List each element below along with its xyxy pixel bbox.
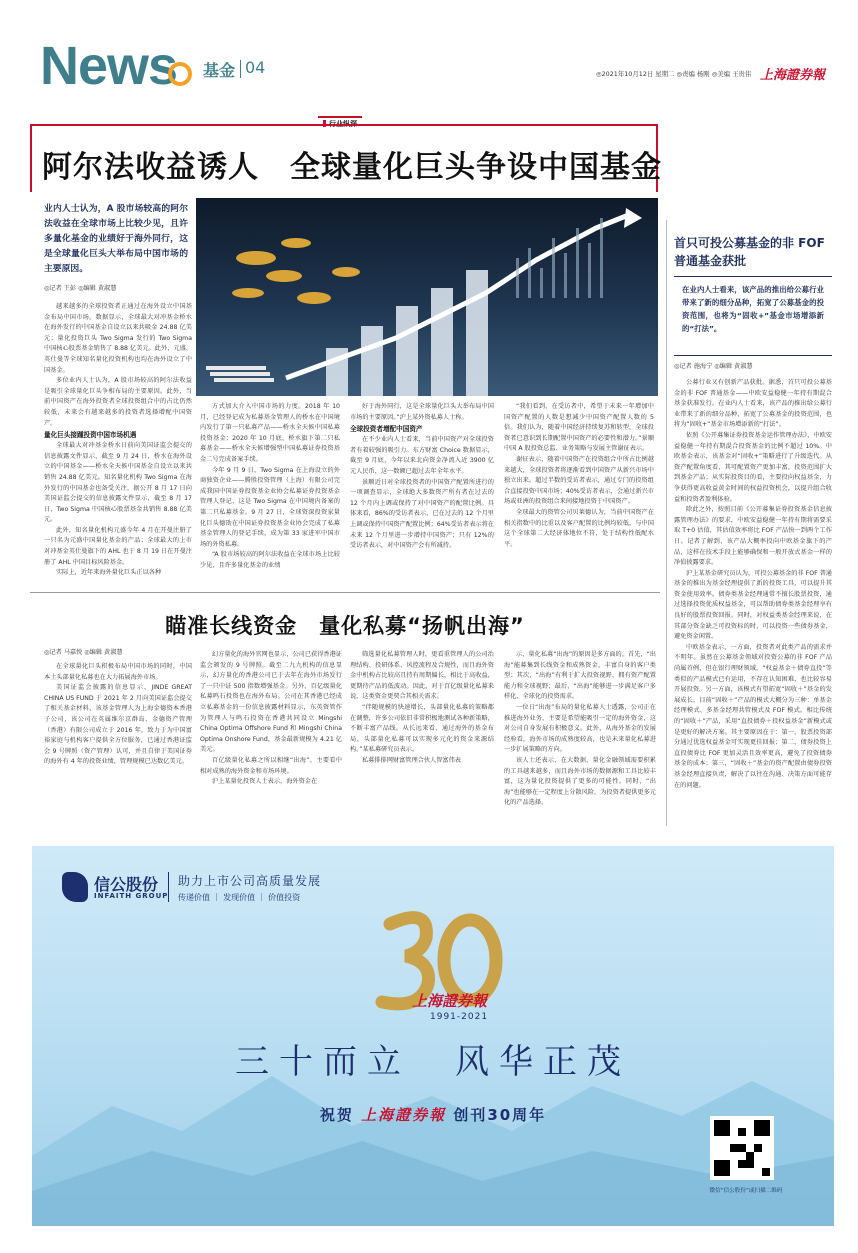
logo-bubble-icon — [168, 62, 192, 86]
paragraph: 百亿级量化私募之所以相继“出海”，主要看中相对成熟的海外资金和市场环境。 — [200, 756, 342, 775]
side-summary-box — [674, 276, 832, 356]
column-divider — [666, 220, 667, 826]
paragraph: 筛选量化私募管理人时，更看重管理人的公司治理结构、投研体系、风控流程及合规性，而且海外资金中机构占比较高且持有周期偏长，相比于高收益，更期待产品的低波动。因此，对于百亿级量化私募来说，这类资金更契合其相关需求。 — [350, 651, 494, 701]
second-col2 — [200, 650, 342, 838]
lead-photo — [196, 198, 658, 396]
infaith-logo-cn: 信公股份 — [94, 875, 159, 894]
subhead: 量化巨头接踵投资中国市场机遇 — [44, 431, 137, 440]
lead-summary: 业内人士认为，A 股市场较高的阿尔法收益在全球市场上比较少见，且许多量化基金的业绩好于海外同行，这是全球量化巨头大举布局中国市场的主要原因。 — [44, 204, 188, 274]
lead-byline: ◎记者 王彭 ◎编辑 黄淑慧 — [44, 285, 117, 292]
paragraph: “我们看到，在受访者中，希望于未来一年增加中国资产配置的人数是想减少中国资产配置人数的 5 倍。我们认为，随着中国经济持续复苏和转型，全球投资者已意识到长期配置中国资产的必要性和潜力。”景顺中国 A 股投资总监、业务策略与发展主管谢征表示。 — [504, 403, 654, 453]
paragraph: 除此之外，按照目前《公开募集证券投资基金信息披露管理办法》的要求，中欧安益稳健一年持有期将需要采取 T+0 估值，其估值效率将比 FOF 产品快一到两个工作日。记者了解到，该产品大概率投向中欧基金旗下的产品，这样在技术手段上能够确保和一般开放式基金一样的净值披露要求。 — [674, 506, 832, 567]
masthead — [0, 0, 858, 118]
second-col1 — [44, 662, 192, 838]
paragraph: 一位日“出海”布局的量化私募人士透露，公司正在推进海外业务，主要是希望能吸引一定的海外资金，这对公司自身发展有积极意义。此外，从海外基金的发展经验看，海外市场的成熟度较高，也是未来量化私募进一步扩展策略的方向。 — [504, 703, 656, 754]
congrats-prefix: 祝贺 — [319, 1106, 354, 1124]
anniversary-ad — [32, 846, 834, 1226]
paragraph: 幻方量化的海外官网也显示，公司已获得香港证监会颁发的 9 号牌照。截至二九九机构的信息显示，幻方量化的香港公司已于去年在海外市场发行了一只中证 500 指数增强基金。另外，百亿级量化私募鸣石投资也在海外布局。公司在其香港已经成立私募基金的一份信息披露材料显示，东英资管作为管理人与鸣石投资在香港共同设立 Mingshi China Optima Offshore Fund 和 Mingshi China Optima Onshore Fund，基金最新规模为 4.21 亿美元。 — [200, 651, 342, 754]
lead-headline: 阿尔法收益诱人 全球量化巨头争设中国基金 — [42, 150, 662, 185]
second-col3 — [350, 650, 494, 838]
coins-chart-illustration — [196, 198, 658, 396]
infaith-logo-en: INFAITH GROUP — [94, 892, 169, 900]
qr-caption: 微信“信公股份”或扫描二维码 — [709, 1188, 783, 1194]
ad-big-title: 三十而立 风华正茂 — [235, 1042, 631, 1082]
ad-slogan: 助力上市公司高质量发展 — [178, 874, 322, 888]
ad-divider — [168, 872, 169, 902]
paragraph: 方式加大介入中国市场的力度。2018 年 10 月，已经登记成为私募基金管理人的桥水在中国境内发行了第一只私募产品——桥水全天候中国私募投资基金；2020 年 10 月底，桥水旗下第二只私募基金——桥水全天候增强型中国私募证券投资基金二号完成备案手续。 — [200, 403, 340, 463]
side-headline: 首只可投公募基金的非 FOF 普通基金获批 — [674, 236, 825, 268]
paragraph: 沪上某量化投资人士表示，海外资金在 — [212, 778, 318, 786]
paragraph: 美国证监会披露的信息显示，JINDE GREAT CHINA US FUND 于 2021 年 2 月向美国证监会提交了相关基金材料，该基金管理人为上海金德资本香港子公司，该公司在英属维尔京群岛、金德资产管理（香港）有限公司成立于 2016 年，致力于为中国富裕家庭与机构客户提供全方位服务，已通过香港证监会 9 号牌照（资产管理）认可，并且自律于美国证券的海外有 4 年的投资业绩，管理规模已达数亿美元。 — [44, 684, 192, 766]
paper-name: 上海證券報 — [760, 68, 826, 83]
paragraph: 景顺近日对全球投资者的中国资产配置所进行的一项调查显示，全球绝大多数资产所有者在过去的 12 个月内上调或保持了对中国资产的配置比例。具体来看，86%的受访者表示，已在过去的 12 个月里上调或保持中国资产配置比例；64%受访者表示将在未来 12 个月里进一步增持中国资产；只有 12%的受访者表示，对中国资产会有所减持。 — [350, 478, 494, 550]
paragraph: 私募排排网财富管理合伙人智富伟表 — [362, 756, 461, 764]
section-divider — [240, 60, 241, 78]
paragraph: 多位业内人士认为，A 股市场较高的阿尔法收益是吸引全球量化巨头争相布局的主要原因。此外，当前中国资产在海外投资者全球投资组合中的占比仍然较低，未来会有越来越多的投资者选择增配中国资产。 — [44, 377, 192, 427]
second-col4 — [504, 650, 656, 838]
side-article — [674, 220, 834, 826]
paragraph: 谢征表示，随着中国资产在投资组合中所占比例越来越大，全球投资者将逐渐看到中国资产从新兴市场中独立出来。超过半数的受访者表示，通过专门的投资组合直接投资中国市场；40%受访者表示，会通过新兴市场或亚洲的投资组合来间接地投资于中国资产。 — [504, 455, 654, 506]
article-divider — [30, 592, 660, 593]
paragraph: 在全球量化巨头积极布局中国市场的同时，中国本土头部量化私募也在大力拓展海外市场。 — [44, 663, 192, 681]
lead-col3 — [350, 402, 494, 596]
second-byline: ◎记者 马嘉悦 ◎编辑 黄淑慧 — [44, 649, 123, 656]
paragraph: 今年 9 月 9 日，Two Sigma 在上海设立的外商独资企业——腾胜投资管理（上海）有限公司完成我国中国证券投资基金业协会私募证券投资基金管理人登记，这是 Two Sigma 在中国境内备案的第二只私募基金。9 月 27 日，全球资深投资家量化巨头德劭在中国证券投资基金业协会完成了私募基金管理人的登记手续，成为第 33 家进军中国市场的外资私募。 — [200, 466, 340, 548]
news-logo — [40, 36, 177, 96]
side-byline: ◎记者 施海宁 ◎编辑 黄淑慧 — [674, 363, 753, 370]
infaith-logo-icon — [62, 872, 88, 902]
emblem-paper-name: 上海證券報 — [412, 992, 488, 1010]
page-number: 04 — [245, 58, 266, 77]
news-logo-text: News — [40, 36, 178, 96]
section-label: 基金 — [203, 61, 236, 80]
paragraph: 在不少业内人士看来，当前中国资产对全球投资者有着较强的吸引力。东方财富 Choice 数据显示，截至 9 月底，今年以来北向资金净流入近 3900 亿元人民币，这一数额已超过去年全年水平。 — [350, 436, 494, 475]
second-article — [30, 592, 660, 842]
paragraph: 该人士还表示，在大数据、量化金融领域需要积累的工具越来越多，而且海外市场的数据源和工具比较丰富，这为量化投资提供了更多的可能性。同时，“出海”也能够在一定程度上分散风险，为投资者提供更多元化的产品选择。 — [504, 756, 656, 807]
congrats-suffix: 创刊30周年 — [453, 1106, 547, 1124]
paragraph: 沪上某基金研究员认为，可投公募基金的非 FOF 普通基金的推出为基金经理提供了新的投资工具，可以提升其资金使用效率。债券类基金经理通常不擅长股票投资，通过选择投资优质权益基金，可以帮助债券类基金经理享有良好的股票投资回报。同时，对权益类基金经理来说，在其部分资金缺乏可投资标的时，可以投资一些债券基金，避免资金闲置。 — [674, 569, 832, 641]
paragraph: 中欧基金表示，一方面，投资者对此类产品的需求并不明年。虽然在公募基金领域对投资公募的非 FOF 产品尚属首例，但在银行理财领域，“权益基金＋债券直投”等类似的产品模式已有运用，不存在认知困难，也比较容易开展投资。另一方面，该模式有望拓宽“固收＋”基金的发展成长。目前“固收＋”产品的模式大概分为三种：单基金经理模式、多基金经理共管模式及 FOF 模式。相比传统的“固收＋”产品，采用“直投债券＋投权益基金”新模式或是更好的解决方案。其主要原因在于：第一，股票投资部分通过优选权益基金可实现更佳回报；第二，债券投资上直投债券比 FOF 更加灵活且效率更高，避免了投资债券基金的成本；第三，“固收＋”基金的资产配置由债券投资基金经理直接负责，解决了以往在沟通、决策方面可能存在的问题。 — [674, 643, 832, 789]
paragraph: 好于海外同行，这是全球量化巨头大举布局中国市场的主要原因。”沪上某外资私募人士称。 — [350, 403, 494, 421]
subhead: 全球投资者增配中国资产 — [350, 425, 423, 434]
qr-code[interactable] — [710, 1116, 774, 1180]
paragraph: 依照《公开募集证券投资基金运作管理办法》，中欧安益稳健一年持有期混合投资基金的比例不超过 10%。中欧基金表示，该基金对“固收+”策略进行了升级迭代。从资产配置角度看，其可配置资产更加丰富，投资范围扩大到基金产品；从实际投资目的看，主要投向权益基金，力争获得更高收益黄金时间的权益投资机会，以提升组合收益和投资者盈利体验。 — [674, 431, 832, 503]
paragraph: 越来越多的全球投资者正通过在海外设立中国基金布局中国市场。数据显示，全球最大对冲基金桥水在海外发行的中国基金自设立以来共吸金 24.88 亿美元；量化投资巨头 Two Sigma 发行的 Two Sigma 中国核心股票基金销售了 8.88 亿美元。此外，元盛、英仕曼等全球知名量化投资机构也均在海外设立了中国基金。 — [44, 303, 192, 374]
paragraph: 全球最大的资管公司贝莱德认为，当前中国资产在相关指数中的比重以及客户配置的比例均较低，与中国这个全球第二大经济体地位不符，处于结构性低配水平。 — [504, 508, 654, 548]
ad-slogan-sub: 传递价值 ｜ 发现价值 ｜ 价值投资 — [178, 893, 301, 902]
side-summary: 在业内人士看来，该产品的推出给公募行业带来了新的细分品种，拓宽了公募基金的投资范围，也将为“固收+”基金市场增添新的“打法”。 — [682, 285, 824, 333]
paragraph: 实际上，近年来海外量化巨头正以各种 — [56, 569, 162, 577]
lead-col2 — [200, 402, 340, 596]
lead-col4 — [504, 402, 654, 596]
paragraph: “A 股市场较高的阿尔法收益在全球市场上比较少见，且许多量化基金的业绩 — [200, 551, 340, 569]
paragraph: 此外，知名量化机构元盛今年 4 月在开曼注册了一只名为元盛中国量化基金的产品；全球最大的上市对冲基金英仕曼旗下的 AHL 也于 8 月 19 日在开曼注册了 AHL 中国目标风险基金。 — [44, 526, 192, 566]
lead-col1 — [44, 302, 192, 594]
emblem-years: 1991-2021 — [430, 1012, 489, 1022]
paragraph: 示，量化私募“出海”的原因是多方面的。首先，“出海”能募集到长线资金和成熟资金，丰富自身的客户类型；其次，“出海”有利于扩大投资视野、拥有资产配置能力和全球视野；最后，“出海”能够进一步满足客户多样化、全球化的投资需求。 — [504, 651, 656, 701]
paragraph: “伴随规模的快速增长，头部量化私募的策略都在调整，许多公司依旧非常积极地测试各种新策略，不断丰富产品线。从长远来看，通过海外的基金布局，头部量化私募可以实现多元化的资金来源结构。”某私募研究员表示。 — [350, 703, 494, 754]
section-tag-label: 行业纵深 — [329, 120, 357, 128]
paragraph: 全球最大对冲基金桥水日前向美国证监会提交的信息披露文件显示，截至 9 月 24 日，桥水在海外设立的中国基金——桥水全天候中国基金自设立以来共销售 24.88 亿美元。知名量化机构 Two Sigma 在海外发行的中国基金也备受关注，据公开 8 月 17 日向美国证监会提交的信息披露文件显示，截至 8 月 17 日，Two Sigma 中国核心股票基金共销售 8.88 亿美元。 — [44, 442, 192, 524]
congrats-paper: 上海證券報 — [361, 1106, 447, 1124]
qr-pattern — [714, 1120, 770, 1176]
paragraph: 公募行业又有创新产品获批。据悉，首只可投公募基金的非 FOF 普通基金——中欧安益稳健一年持有期混合基金获准发行。在业内人士看来，该产品的推出给公募行业带来了新的细分品种，拓宽了公募基金的投资范围，也将为“固收+”基金市场增添新的“打法”。 — [674, 379, 832, 429]
issue-meta: ◎2021年10月12日 星期二 ◎责编 杨刚 ◎美编 王贵伟 — [596, 70, 752, 78]
second-headline: 瞄准长线资金 量化私募“扬帆出海” — [165, 614, 525, 638]
side-body — [674, 378, 832, 826]
